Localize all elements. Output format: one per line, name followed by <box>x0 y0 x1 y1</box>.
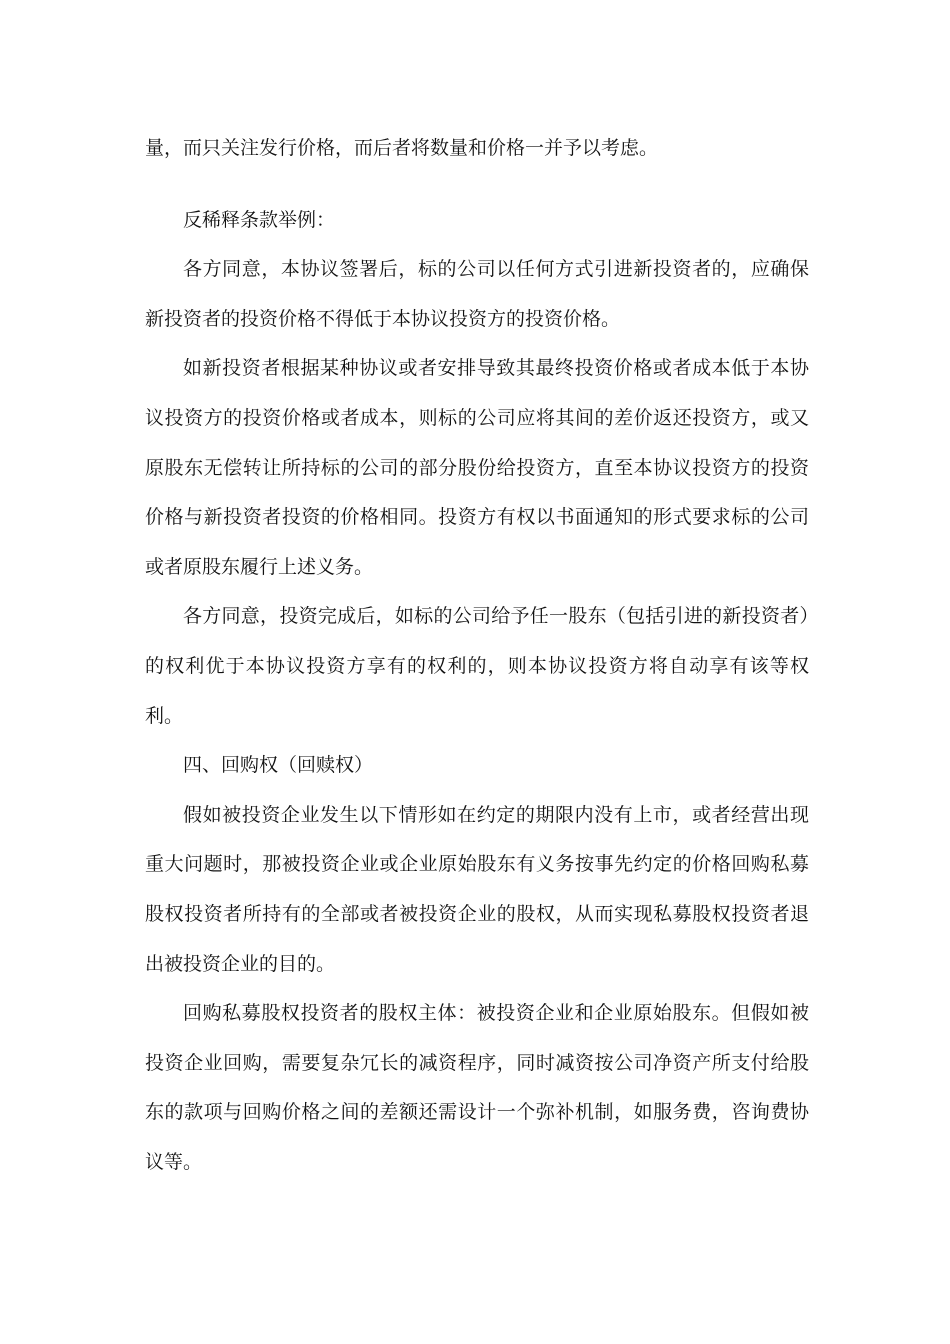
paragraph-repurchase-description: 假如被投资企业发生以下情形如在约定的期限内没有上市，或者经营出现重大问题时，那被投资企业或企业原始股东有义务按事先约定的价格回购私募股权投资者所持有的全部或者被投资企业的股权，从而实现私募股权投资者退出被投资企业的目的。 <box>145 803 809 975</box>
paragraph-repurchase-subject: 回购私募股权投资者的股权主体：被投资企业和企业原始股东。但假如被投资企业回购，需要复杂冗长的减资程序，同时减资按公司净资产所支付给股东的款项与回购价格之间的差额还需设计一个弥补机制，如服务费，咨询费协议等。 <box>145 1002 809 1173</box>
document-body <box>145 124 809 1187</box>
paragraph-clause-2: 如新投资者根据某种协议或者安排导致其最终投资价格或者成本低于本协议投资方的投资价格或者成本，则标的公司应将其间的差价返还投资方，或又原股东无偿转让所持标的公司的部分股份给投资方，直至本协议投资方的投资价格与新投资者投资的价格相同。投资方有权以书面通知的形式要求标的公司或者原股东履行上述义务。 <box>145 357 809 578</box>
section-heading-repurchase-right: 四、回购权（回赎权） <box>183 754 374 777</box>
paragraph-clause-3: 各方同意，投资完成后，如标的公司给予任一股东（包括引进的新投资者）的权利优于本协议投资方享有的权利的，则本协议投资方将自动享有该等权利。 <box>145 605 809 727</box>
paragraph-clause-1: 各方同意，本协议签署后，标的公司以任何方式引进新投资者的，应确保新投资者的投资价格不得低于本协议投资方的投资价格。 <box>145 258 809 330</box>
paragraph-heading-anti-dilution-example: 反稀释条款举例： <box>183 208 336 231</box>
paragraph-continuation: 量，而只关注发行价格，而后者将数量和价格一并予以考虑。 <box>145 137 659 159</box>
